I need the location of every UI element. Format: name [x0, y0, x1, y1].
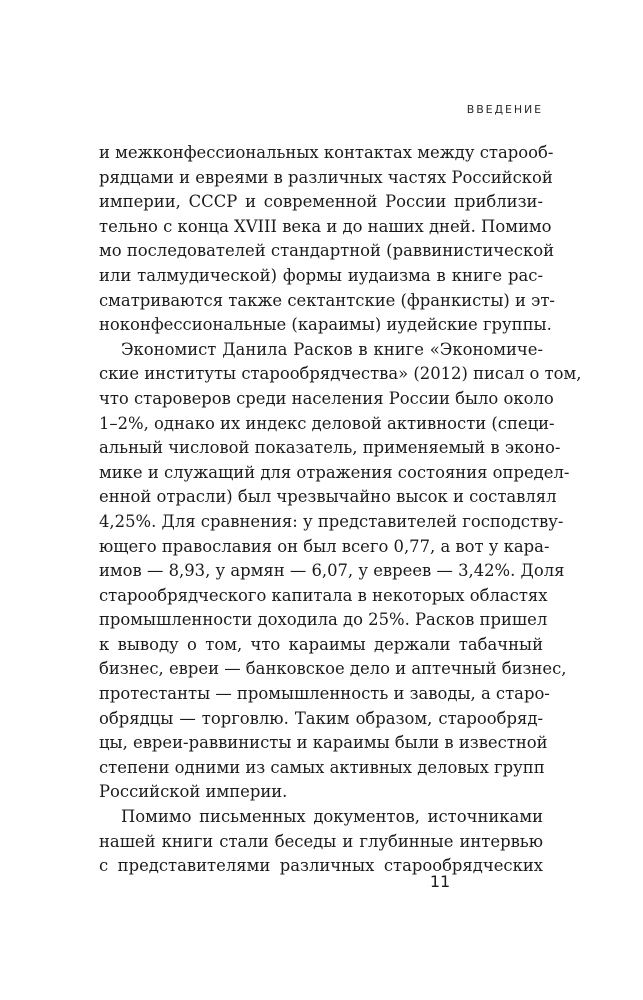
text-line: протестанты — промышленность и заводы, а старо- [99, 684, 550, 704]
text-line: 1–2%, однако их индекс деловой активности (специ- [99, 413, 555, 433]
paragraph-3 [99, 805, 543, 879]
text-line: Российской империи. [99, 782, 288, 802]
text-line: что староверов среди населения России было около [99, 388, 554, 408]
text-line: обрядцы — торговлю. Таким образом, старообряд- [99, 708, 543, 728]
text-line: рядцами и евреями в различных частях Российской [99, 167, 553, 187]
text-line: или талмудической) формы иудаизма в книге рас- [99, 265, 543, 285]
text-line: енной отрасли) был чрезвычайно высок и составлял [99, 487, 557, 507]
text-line: сматриваются также сектантские (франкисты) и эт- [99, 290, 555, 310]
paragraph-2 [99, 338, 582, 805]
paragraph-1 [99, 141, 555, 338]
text-line: имов — 8,93, у армян — 6,07, у евреев — 3,42%. Доля [99, 561, 565, 581]
text-line: 4,25%. Для сравнения: у представителей господству- [99, 511, 564, 531]
text-line: мике и служащий для отражения состояния определ- [99, 462, 570, 482]
text-line: ские институты старообрядчества» (2012) писал о том, [99, 364, 582, 384]
text-line: и межконфессиональных контактах между старооб- [99, 143, 554, 162]
body-text [99, 141, 582, 879]
text-line: степени одними из самых активных деловых групп [99, 757, 545, 777]
page-number: 11 [429, 872, 451, 891]
text-line: ющего православия он был всего 0,77, а вот у кара- [99, 536, 550, 556]
text-line: старообрядческого капитала в некоторых областях [99, 585, 548, 605]
text-line: мо последователей стандартной (раввинистической [99, 241, 554, 261]
text-line: ноконфессиональные (караимы) иудейские группы. [99, 315, 552, 335]
text-line: бизнес, евреи — банковское дело и аптечный бизнес, [99, 659, 567, 679]
running-head: ВВЕДЕНИЕ [466, 103, 543, 116]
text-line: Экономист Данила Расков в книге «Экономиче- [121, 339, 543, 359]
text-line: империи, СССР и современной России приблизи- [99, 192, 543, 212]
text-line: нашей книги стали беседы и глубинные интервью [99, 831, 543, 851]
text-line: к выводу о том, что караимы держали табачный [99, 634, 543, 654]
text-line: цы, евреи-раввинисты и караимы были в известной [99, 733, 548, 753]
text-line: тельно с конца XVIII века и до наших дней. Помимо [99, 216, 552, 236]
text-line: с представителями различных старообрядческих [99, 856, 543, 876]
text-line: промышленности доходила до 25%. Расков пришел [99, 610, 548, 630]
text-line: Помимо письменных документов, источниками [121, 807, 543, 827]
text-line: альный числовой показатель, применяемый в эконо- [99, 438, 561, 458]
